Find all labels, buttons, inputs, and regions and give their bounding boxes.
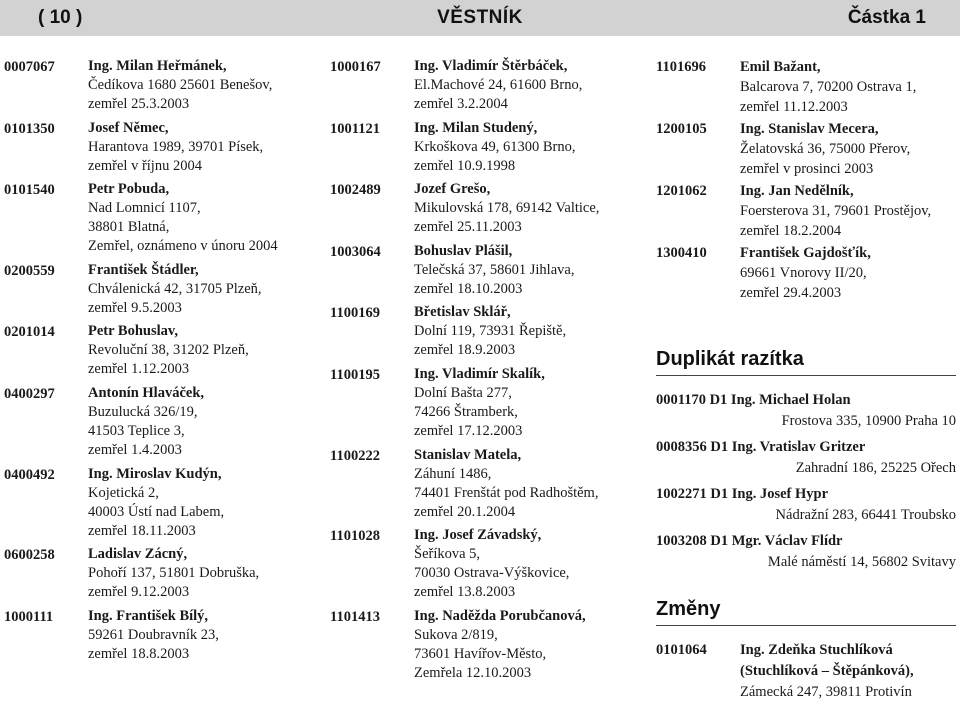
- record-line: zemřel 18.10.2003: [414, 280, 523, 297]
- list-item: [4, 261, 304, 318]
- record-line: 73601 Havířov-Město,: [414, 645, 547, 662]
- record-line: zemřel 25.11.2003: [414, 219, 522, 236]
- record-text: [88, 119, 304, 176]
- person-name: Ing. Vladimír Štěrbáček,: [414, 58, 568, 74]
- record-line: Nádražní 283, 66441 Troubsko: [775, 507, 956, 523]
- record-text: [88, 180, 304, 256]
- record-text: [88, 261, 304, 318]
- record-line: zemřel 18.8.2003: [88, 645, 190, 662]
- duplicate-item: [656, 390, 956, 432]
- changes-list: [656, 640, 956, 703]
- record-number: 0400297: [4, 385, 55, 402]
- person-name: Ing. Milan Studený,: [414, 119, 538, 136]
- record-number: 0001170 D1: [656, 392, 728, 408]
- record-text: [740, 57, 956, 117]
- record-line: Malé náměstí 14, 56802 Svitavy: [767, 554, 956, 570]
- list-item: [4, 322, 304, 379]
- list-item: [656, 640, 956, 703]
- duplicate-item: [656, 531, 956, 573]
- record-text: [740, 640, 956, 703]
- list-item: [330, 526, 640, 602]
- record-line: Pohoří 137, 51801 Dobruška,: [88, 565, 260, 582]
- person-name: Josef Němec,: [88, 119, 169, 136]
- record-number: 0101540: [4, 182, 55, 199]
- list-item: [656, 181, 956, 241]
- record-line: zemřel v prosinci 2003: [740, 161, 874, 177]
- record-line: Čedíkova 1680 25601 Benešov,: [88, 77, 273, 93]
- list-item: [330, 242, 640, 299]
- record-number: 1000167: [330, 59, 381, 75]
- record-text: [88, 384, 304, 460]
- person-name: Ing. Stanislav Mecera,: [740, 121, 879, 137]
- person-name: Ing. Zdeňka Stuchlíková: [740, 642, 893, 658]
- person-name: Ing. Naděžda Porubčanová,: [414, 607, 586, 624]
- record-line: 38801 Blatná,: [88, 219, 170, 236]
- issue-part: Částka 1: [847, 7, 926, 28]
- record-line: 41503 Teplice 3,: [88, 422, 185, 439]
- page-header: [0, 0, 960, 36]
- record-text: [88, 607, 304, 664]
- person-name: Ing. František Bílý,: [88, 607, 209, 624]
- record-line: Sukova 2/819,: [414, 626, 498, 643]
- record-text: [414, 180, 640, 237]
- record-number: 0007067: [4, 59, 55, 75]
- record-number: 1000111: [4, 608, 54, 625]
- record-line: Kojetická 2,: [88, 484, 159, 501]
- record-number: 0200559: [4, 262, 55, 279]
- list-item: [4, 545, 304, 602]
- person-name: Ing. Vratislav Gritzer: [731, 439, 866, 455]
- record-line: Šeříkova 5,: [414, 546, 481, 563]
- list-item: [656, 57, 956, 117]
- record-line: zemřel 18.9.2003: [414, 342, 516, 359]
- person-name: Ladislav Zácný,: [88, 546, 188, 563]
- record-text: [88, 545, 304, 602]
- person-name: Břetislav Sklář,: [414, 304, 511, 321]
- record-line: Záhuní 1486,: [414, 465, 492, 482]
- record-number: 0201014: [4, 324, 55, 341]
- record-number: 0101350: [4, 120, 55, 137]
- person-name: Bohuslav Plášil,: [414, 242, 513, 259]
- record-line: zemřel 11.12.2003: [740, 99, 848, 115]
- list-item: [4, 57, 304, 114]
- record-line: Foersterova 31, 79601 Prostějov,: [740, 203, 932, 219]
- record-line: zemřel 25.3.2003: [88, 96, 190, 112]
- record-line: zemřel 9.5.2003: [88, 299, 182, 316]
- record-line: Chválenická 42, 31705 Plzeň,: [88, 280, 262, 297]
- record-line: 59261 Doubravník 23,: [88, 626, 219, 643]
- record-line: Dolní Bašta 277,: [414, 384, 512, 401]
- record-number: 0400492: [4, 466, 55, 483]
- record-line: Želatovská 36, 75000 Přerov,: [740, 141, 911, 157]
- record-number: 0008356 D1: [656, 439, 729, 455]
- record-text: [740, 181, 956, 241]
- list-item: [330, 607, 640, 683]
- record-number: 1101413: [330, 608, 380, 625]
- record-line: zemřel 1.12.2003: [88, 361, 190, 378]
- person-name: František Štádler,: [88, 261, 199, 278]
- list-item: [330, 180, 640, 237]
- person-name: Petr Bohuslav,: [88, 323, 178, 340]
- person-name: Antonín Hlaváček,: [88, 384, 205, 401]
- record-line: 70030 Ostrava-Výškovice,: [414, 565, 570, 582]
- list-item: [330, 365, 640, 441]
- record-text: [414, 365, 640, 441]
- record-text: [88, 57, 304, 114]
- record-number: 1101028: [330, 528, 380, 545]
- record-number: 0101064: [656, 642, 707, 658]
- record-line: zemřel 29.4.2003: [740, 285, 842, 301]
- record-text: [414, 242, 640, 299]
- record-line: Mikulovská 178, 69142 Valtice,: [414, 200, 600, 217]
- record-line: 74401 Frenštát pod Radhoštěm,: [414, 484, 599, 501]
- column-1: [4, 57, 304, 668]
- record-text: [88, 465, 304, 541]
- record-line: Krkoškova 49, 61300 Brno,: [414, 138, 576, 155]
- column-2: [330, 57, 640, 687]
- record-line: Telečská 37, 58601 Jihlava,: [414, 261, 575, 278]
- duplicate-list: [656, 390, 956, 573]
- person-name: Ing. Josef Hypr: [731, 486, 829, 502]
- list-item: [330, 119, 640, 176]
- person-name: Ing. Michael Holan: [730, 392, 851, 408]
- record-number: 1101696: [656, 59, 706, 75]
- list-item: [4, 607, 304, 664]
- duplicate-item: [656, 484, 956, 526]
- person-name: Ing. Josef Závadský,: [414, 527, 542, 544]
- record-line: 69661 Vnorovy II/20,: [740, 265, 867, 281]
- record-number: 1100195: [330, 366, 380, 383]
- record-text: [414, 607, 640, 683]
- record-line: (Stuchlíková – Štěpánková),: [740, 663, 914, 679]
- record-text: [414, 57, 640, 114]
- person-name: Ing. Jan Nedělník,: [740, 183, 854, 199]
- record-number: 1201062: [656, 183, 707, 199]
- list-item: [330, 303, 640, 360]
- record-line: zemřel 17.12.2003: [414, 422, 523, 439]
- person-name: Ing. Vladimír Skalík,: [414, 365, 545, 382]
- record-line: Frostova 335, 10900 Praha 10: [781, 413, 956, 429]
- changes-heading: Změny: [656, 595, 956, 626]
- list-item: [656, 243, 956, 303]
- duplicate-section: [656, 345, 956, 573]
- record-line: zemřel 20.1.2004: [414, 503, 516, 520]
- person-name: Petr Pobuda,: [88, 181, 170, 198]
- list-item: [4, 465, 304, 541]
- record-text: [414, 303, 640, 360]
- person-name: Ing. Milan Heřmánek,: [88, 58, 227, 74]
- changes-section: [656, 595, 956, 703]
- record-line: zemřel v říjnu 2004: [88, 157, 202, 174]
- record-text: [414, 446, 640, 522]
- person-name: Ing. Miroslav Kudýn,: [88, 465, 222, 482]
- column-3: [656, 57, 956, 700]
- page-number: ( 10 ): [38, 7, 83, 28]
- record-line: Zahradní 186, 25225 Ořech: [795, 460, 956, 476]
- record-line: Buzulucká 326/19,: [88, 403, 198, 420]
- record-line: 74266 Štramberk,: [414, 403, 518, 420]
- record-line: zemřel 18.2.2004: [740, 223, 842, 239]
- record-line: zemřel 9.12.2003: [88, 584, 190, 601]
- record-number: 1002489: [330, 182, 381, 199]
- record-number: 1001121: [330, 120, 380, 137]
- column-3-entries: [656, 57, 956, 303]
- record-line: Nad Lomnicí 1107,: [88, 200, 201, 217]
- record-number: 1002271 D1: [656, 486, 729, 502]
- record-line: zemřel 10.9.1998: [414, 157, 516, 174]
- record-line: Zemřela 12.10.2003: [414, 664, 532, 681]
- list-item: [4, 119, 304, 176]
- record-text: [414, 119, 640, 176]
- record-text: [88, 322, 304, 379]
- record-number: 1100222: [330, 447, 380, 464]
- record-text: [740, 243, 956, 303]
- list-item: [4, 384, 304, 460]
- list-item: [330, 57, 640, 114]
- person-name: Jozef Grešo,: [414, 181, 491, 198]
- person-name: Emil Bažant,: [740, 59, 821, 75]
- record-number: 1100169: [330, 305, 380, 322]
- list-item: [656, 119, 956, 179]
- record-number: 0600258: [4, 547, 55, 564]
- record-line: Harantova 1989, 39701 Písek,: [88, 138, 264, 155]
- record-line: El.Machové 24, 61600 Brno,: [414, 77, 583, 93]
- list-item: [4, 180, 304, 256]
- record-text: [740, 119, 956, 179]
- record-line: 40003 Ústí nad Labem,: [88, 503, 225, 520]
- record-line: zemřel 18.11.2003: [88, 522, 196, 539]
- record-number: 1300410: [656, 245, 707, 261]
- record-text: [414, 526, 640, 602]
- journal-title: VĚSTNÍK: [437, 7, 523, 28]
- record-line: zemřel 1.4.2003: [88, 441, 182, 458]
- person-name: Stanislav Matela,: [414, 446, 522, 463]
- person-name: Mgr. Václav Flídr: [731, 533, 843, 549]
- list-item: [330, 446, 640, 522]
- record-line: zemřel 13.8.2003: [414, 584, 516, 601]
- record-number: 1200105: [656, 121, 707, 137]
- duplicate-heading: Duplikát razítka: [656, 345, 956, 376]
- record-line: Balcarova 7, 70200 Ostrava 1,: [740, 79, 917, 95]
- duplicate-item: [656, 437, 956, 479]
- record-line: Zemřel, oznámeno v únoru 2004: [88, 238, 278, 255]
- person-name: František Gajdošťík,: [740, 245, 871, 261]
- record-line: Revoluční 38, 31202 Plzeň,: [88, 342, 249, 359]
- record-line: zemřel 3.2.2004: [414, 96, 508, 112]
- record-line: Zámecká 247, 39811 Protivín: [740, 684, 912, 700]
- record-number: 1003208 D1: [656, 533, 729, 549]
- record-number: 1003064: [330, 243, 381, 260]
- record-line: Dolní 119, 73931 Řepiště,: [414, 323, 567, 340]
